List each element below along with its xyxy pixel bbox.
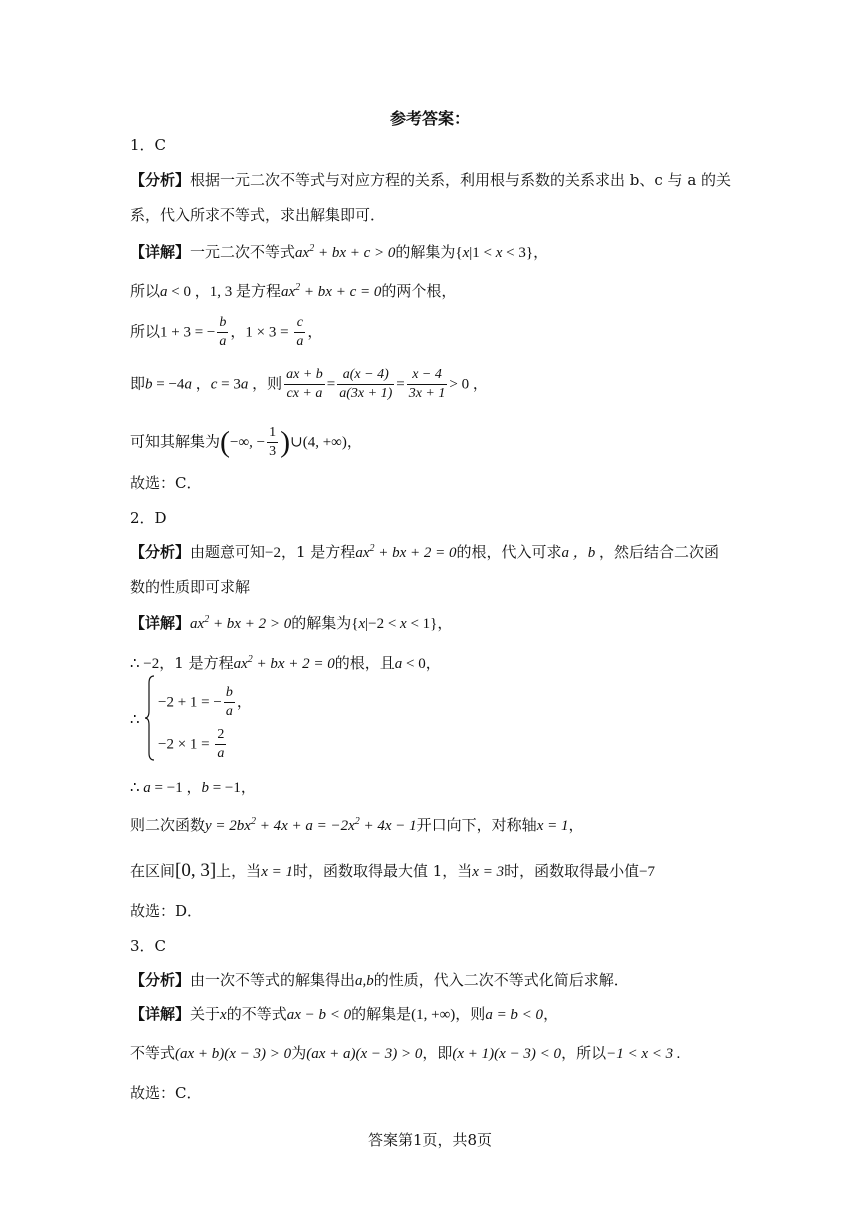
- q1-analysis-text-1: 根据一元二次不等式与对应方程的关系，利用根与系数的关系求出 b、c 与 a 的关: [190, 171, 732, 189]
- q1-detail-line-3: [130, 314, 322, 351]
- q3-result: −1 < x < 3 .: [606, 1046, 681, 1062]
- q1-frac-x4: $\frac{x - 4}{3x + 1}$: [408, 367, 446, 401]
- q1-solution-set-text: 的解集为: [395, 243, 456, 261]
- q2-analysis-text-3: 的根，代入可求: [456, 543, 562, 561]
- q2-detail-line-5: [130, 814, 583, 835]
- q1-detail-line-2: [130, 280, 456, 301]
- q3-about-text: 关于: [190, 1005, 221, 1023]
- q2-min-value: −7: [639, 864, 656, 880]
- q2-a-lt-0-rest: < 0，: [402, 656, 441, 672]
- q1-then-text: ，则: [252, 374, 283, 393]
- page-footer: 答案第1页，共8页: [367, 1131, 493, 1149]
- q2-therefore-sys: ∴: [130, 712, 140, 728]
- page-title: 参考答案：: [389, 109, 470, 128]
- q3-x: x: [220, 1007, 227, 1023]
- q2-a-b: a ，b: [561, 545, 600, 561]
- q1-inequality: $ax^2$ + bx + c > 0: [295, 243, 396, 261]
- q2-root-text: ，1 是方程: [159, 654, 234, 672]
- q2-max-text: 时，函数取得最大值 1，当: [292, 862, 473, 880]
- q2-therefore: ∴ −2: [130, 656, 160, 672]
- q1-eq-sign: =: [326, 376, 336, 393]
- q1-product-roots: ，1 × 3 =: [230, 324, 293, 341]
- q2-analysis-text-2: ，1 是方程: [281, 543, 356, 561]
- q2-answer: 故选：D．: [130, 902, 203, 920]
- q1-union: ∪(4, +∞)，: [290, 434, 362, 451]
- q2-equation: $ax^2$ + bx + 2 = 0: [355, 543, 457, 561]
- q3-answer: 故选：C．: [130, 1084, 202, 1102]
- q3-then-text: ，则: [455, 1005, 486, 1023]
- q3-ineq-3: (x + 1)(x − 3) < 0: [452, 1046, 562, 1062]
- q1-frac-ax-b: $\frac{ax + b}{cx + a}$: [286, 367, 323, 401]
- q2-analysis-text-1: 由题意可知: [190, 543, 266, 561]
- q1-gt-zero: > 0 ，: [449, 376, 488, 393]
- q2-inequality: $ax^2$ + bx + 2 > 0: [190, 614, 292, 632]
- q1-frac-c-a: $\frac{c}{a}$: [296, 315, 304, 349]
- q2-quad-text: 则二次函数: [130, 816, 206, 834]
- q2-number: 2．D: [130, 509, 167, 527]
- q3-comma: ，: [543, 1007, 559, 1023]
- q1-paren-close: ): [280, 425, 291, 459]
- q1-detail-line-5: [130, 424, 362, 461]
- q2-x-eq-3: x = 3: [472, 864, 505, 880]
- q1-analysis-line-1: [130, 169, 731, 190]
- q1-root-text: 是方程: [235, 282, 281, 300]
- q3-ie-text: ，即: [422, 1044, 453, 1062]
- q1-analysis-tag: 【分析】: [130, 171, 191, 189]
- q2-analysis-line-1: [130, 541, 719, 562]
- q1-so-text: 所以: [130, 282, 161, 300]
- q1-equation: $ax^2$ + bx + c = 0: [281, 282, 382, 300]
- q2-analysis-line-2: 数的性质即可求解: [130, 578, 251, 596]
- q3-inequality: ax − b < 0: [286, 1007, 352, 1023]
- q1-solution-set: {x|1 < x < 3}，: [455, 245, 549, 261]
- q3-ineq-2: (ax + a)(x − 3) > 0: [306, 1046, 423, 1062]
- q1-b-eq: b: [145, 376, 153, 393]
- q3-number: 3．C: [130, 937, 167, 955]
- q1-frac-ax4: $\frac{a(x - 4)}{a(3x + 1)}$: [339, 367, 393, 401]
- q1-known-set-text: 可知其解集为: [130, 432, 221, 451]
- q1-detail-line-1: [130, 241, 548, 262]
- q2-analysis-text-4: ，然后结合二次函: [599, 543, 720, 561]
- q3-becomes-text: 为: [291, 1044, 307, 1062]
- q2-quad-fn: $y = 2bx^2 + 4x + a = -2x^2 + 4x - 1$: [205, 816, 417, 834]
- q3-detail-line-2: [130, 1042, 681, 1063]
- q3-analysis-line: [130, 969, 629, 990]
- q1-number: 1．C: [130, 136, 167, 154]
- q1-b-eq-rest: = −4a ，c = 3a: [152, 376, 249, 393]
- q1-eq-sign-2: =: [396, 376, 405, 393]
- q1-a-lt-0: a: [160, 284, 168, 300]
- q2-detail-line-2: [130, 652, 441, 673]
- q2-interval: [0, 3]: [175, 860, 217, 881]
- q2-detail-line-4: ∴ a = −1 ，b = −1，: [130, 780, 256, 796]
- q1-frac-1-3: $\frac{1}{3}$: [269, 425, 277, 459]
- q1-a-lt-0-rest: < 0 ，1, 3: [167, 284, 236, 300]
- q2-and-text: 的根，且: [334, 654, 395, 672]
- q3-detail-tag: 【详解】: [130, 1005, 191, 1023]
- q3-analysis-text-1: 由一次不等式的解集得出: [190, 971, 356, 989]
- q2-neg2: −2: [265, 545, 281, 561]
- q2-detail-line-1: [130, 612, 452, 633]
- q1-analysis-line-2: 系，代入所求不等式，求出解集即可．: [130, 206, 386, 224]
- q1-sum-roots: 1 + 3 = −: [160, 324, 216, 341]
- q1-frac-b-a: $\frac{b}{a}$: [219, 315, 227, 349]
- q2-system-row-1: −2 + 1 = − $\frac{b}{a}$ ，: [158, 685, 252, 719]
- q1-detail-text: 一元二次不等式: [190, 243, 296, 261]
- q3-a-eq-b: a = b < 0: [485, 1007, 544, 1023]
- q1-so-text-2: 所以: [130, 322, 161, 341]
- q1-paren-open: (: [220, 425, 231, 459]
- q2-axis: x = 1: [536, 818, 569, 834]
- q2-system-brace: [145, 675, 155, 761]
- q1-detail-tag: 【详解】: [130, 243, 191, 261]
- q1-answer: 故选：C．: [130, 474, 202, 492]
- q2-system-row-2: −2 × 1 = $\frac{2}{a}$: [158, 727, 225, 761]
- q3-solution-text: 的解集是: [351, 1005, 412, 1023]
- q2-x-eq-1: x = 1: [261, 864, 293, 880]
- q3-solution-set: (1, +∞): [411, 1007, 456, 1023]
- q3-analysis-text-2: 的性质，代入二次不等式化简后求解．: [373, 971, 629, 989]
- q3-detail-line-1: [130, 1003, 558, 1024]
- q3-so-text: ，所以: [561, 1044, 607, 1062]
- q1-ie-text: 即: [130, 374, 146, 393]
- q2-comma: ，: [568, 818, 584, 834]
- q2-detail-tag: 【详解】: [130, 614, 191, 632]
- q2-equation-2: $ax^2$ + bx + 2 = 0: [233, 654, 335, 672]
- q2-interval-text: 在区间: [130, 862, 176, 880]
- q2-open-down-text: 开口向下，对称轴: [416, 816, 537, 834]
- q1-two-roots-text: 的两个根，: [381, 282, 457, 300]
- q2-when-text: 上，当: [216, 862, 262, 880]
- q2-detail-line-6: [130, 860, 655, 882]
- q3-a-b: a,b: [355, 973, 374, 989]
- q1-comma: ，: [307, 324, 323, 341]
- q2-analysis-tag: 【分析】: [130, 543, 191, 561]
- q3-analysis-tag: 【分析】: [130, 971, 191, 989]
- q2-min-text: 时，函数取得最小值: [504, 862, 640, 880]
- q2-solution-set-text: 的解集为: [291, 614, 352, 632]
- q3-ineq-1: (ax + b)(x − 3) > 0: [175, 1046, 292, 1062]
- q1-detail-line-4: [130, 366, 488, 403]
- q1-neg-inf: −∞, −: [230, 434, 266, 451]
- q3-ineq-text-2: 不等式: [130, 1044, 176, 1062]
- q3-ineq-text: 的不等式: [226, 1005, 287, 1023]
- q2-solution-set: {x|−2 < x < 1}，: [351, 616, 453, 632]
- q2-a-lt-0: a: [394, 656, 403, 672]
